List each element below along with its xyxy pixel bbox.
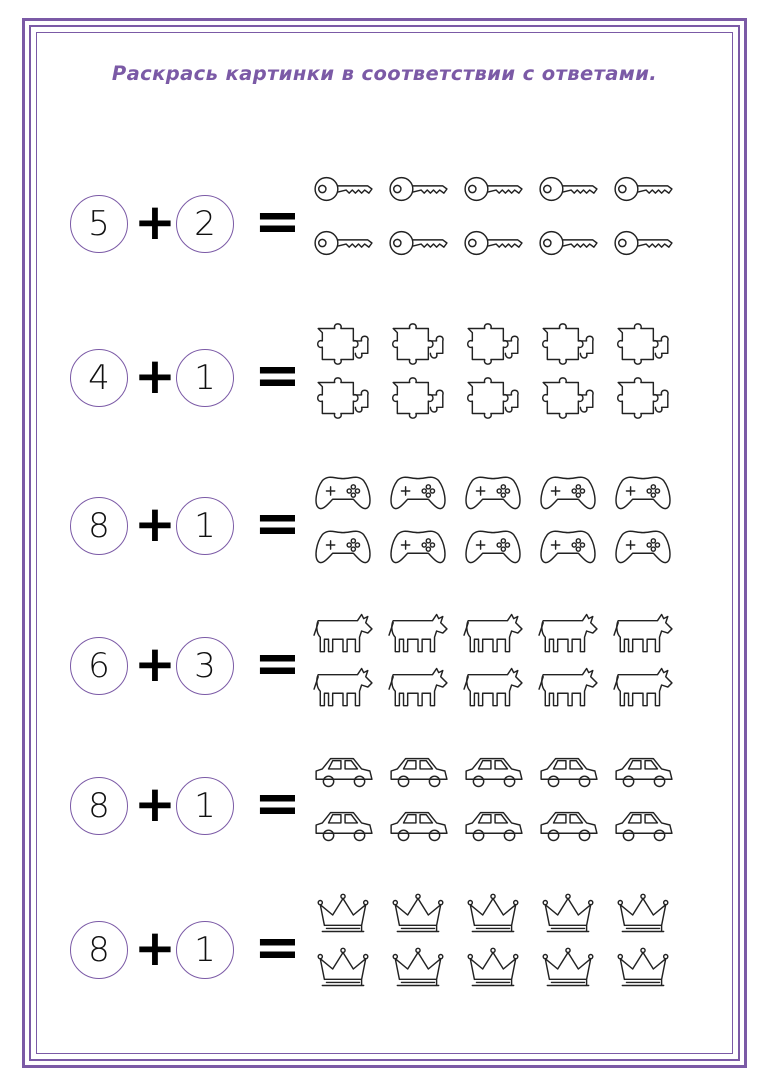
crown-icon[interactable]	[462, 944, 524, 994]
problem-row-4	[0, 628, 768, 738]
problem-row-6	[0, 912, 768, 1022]
plus-sign: +	[134, 775, 176, 833]
picture-grid	[312, 746, 692, 856]
problem-row-2	[0, 340, 768, 450]
crown-icon[interactable]	[462, 890, 524, 940]
addend-circle-a: 6	[70, 637, 128, 695]
plus-sign: +	[134, 193, 176, 251]
equation	[70, 912, 310, 992]
car-icon[interactable]	[312, 746, 374, 796]
cow-icon[interactable]	[537, 606, 599, 656]
puzzle-icon[interactable]	[312, 372, 374, 422]
crown-icon[interactable]	[612, 890, 674, 940]
plus-sign: +	[134, 347, 176, 405]
car-icon[interactable]	[537, 800, 599, 850]
puzzle-icon[interactable]	[462, 318, 524, 368]
key-icon[interactable]	[612, 218, 674, 268]
equals-sign: =	[254, 343, 301, 408]
puzzle-icon[interactable]	[537, 318, 599, 368]
gamepad-icon[interactable]	[462, 466, 524, 516]
gamepad-icon[interactable]	[462, 520, 524, 570]
cow-icon[interactable]	[612, 606, 674, 656]
addend-circle-a: 4	[70, 349, 128, 407]
cow-icon[interactable]	[462, 660, 524, 710]
problem-row-1	[0, 186, 768, 296]
addend-circle-b: 1	[176, 777, 234, 835]
key-icon[interactable]	[462, 164, 524, 214]
cow-icon[interactable]	[612, 660, 674, 710]
car-icon[interactable]	[462, 800, 524, 850]
gamepad-icon[interactable]	[537, 466, 599, 516]
cow-icon[interactable]	[537, 660, 599, 710]
addend-circle-a: 8	[70, 497, 128, 555]
equation	[70, 768, 310, 848]
addend-circle-a: 8	[70, 777, 128, 835]
equals-sign: =	[254, 771, 301, 836]
gamepad-icon[interactable]	[537, 520, 599, 570]
puzzle-icon[interactable]	[312, 318, 374, 368]
cow-icon[interactable]	[312, 606, 374, 656]
gamepad-icon[interactable]	[612, 520, 674, 570]
equals-sign: =	[254, 491, 301, 556]
cow-icon[interactable]	[312, 660, 374, 710]
problem-row-3	[0, 488, 768, 598]
plus-sign: +	[134, 635, 176, 693]
key-icon[interactable]	[537, 164, 599, 214]
crown-icon[interactable]	[387, 944, 449, 994]
puzzle-icon[interactable]	[462, 372, 524, 422]
car-icon[interactable]	[312, 800, 374, 850]
key-icon[interactable]	[312, 218, 374, 268]
picture-grid	[312, 606, 692, 716]
gamepad-icon[interactable]	[387, 466, 449, 516]
plus-sign: +	[134, 919, 176, 977]
puzzle-icon[interactable]	[387, 318, 449, 368]
key-icon[interactable]	[612, 164, 674, 214]
problem-row-5	[0, 768, 768, 878]
crown-icon[interactable]	[537, 890, 599, 940]
car-icon[interactable]	[387, 746, 449, 796]
worksheet-title: Раскрась картинки в соответствии с ответами.	[111, 62, 658, 85]
addend-circle-b: 3	[176, 637, 234, 695]
equation	[70, 488, 310, 568]
crown-icon[interactable]	[537, 944, 599, 994]
addend-circle-b: 1	[176, 921, 234, 979]
puzzle-icon[interactable]	[537, 372, 599, 422]
crown-icon[interactable]	[387, 890, 449, 940]
addend-circle-a: 5	[70, 195, 128, 253]
car-icon[interactable]	[612, 800, 674, 850]
equation	[70, 186, 310, 266]
key-icon[interactable]	[387, 218, 449, 268]
gamepad-icon[interactable]	[612, 466, 674, 516]
plus-sign: +	[134, 495, 176, 553]
addend-circle-b: 1	[176, 349, 234, 407]
puzzle-icon[interactable]	[612, 372, 674, 422]
addend-circle-b: 1	[176, 497, 234, 555]
equals-sign: =	[254, 631, 301, 696]
equals-sign: =	[254, 189, 301, 254]
key-icon[interactable]	[312, 164, 374, 214]
picture-grid	[312, 466, 692, 576]
key-icon[interactable]	[537, 218, 599, 268]
addend-circle-b: 2	[176, 195, 234, 253]
car-icon[interactable]	[387, 800, 449, 850]
crown-icon[interactable]	[612, 944, 674, 994]
equation	[70, 628, 310, 708]
gamepad-icon[interactable]	[387, 520, 449, 570]
gamepad-icon[interactable]	[312, 466, 374, 516]
equation	[70, 340, 310, 420]
equals-sign: =	[254, 915, 301, 980]
gamepad-icon[interactable]	[312, 520, 374, 570]
puzzle-icon[interactable]	[612, 318, 674, 368]
picture-grid	[312, 890, 692, 1000]
puzzle-icon[interactable]	[387, 372, 449, 422]
car-icon[interactable]	[537, 746, 599, 796]
key-icon[interactable]	[462, 218, 524, 268]
picture-grid	[312, 318, 692, 428]
car-icon[interactable]	[462, 746, 524, 796]
cow-icon[interactable]	[387, 660, 449, 710]
crown-icon[interactable]	[312, 890, 374, 940]
picture-grid	[312, 164, 692, 274]
cow-icon[interactable]	[387, 606, 449, 656]
crown-icon[interactable]	[312, 944, 374, 994]
addend-circle-a: 8	[70, 921, 128, 979]
car-icon[interactable]	[612, 746, 674, 796]
key-icon[interactable]	[387, 164, 449, 214]
cow-icon[interactable]	[462, 606, 524, 656]
